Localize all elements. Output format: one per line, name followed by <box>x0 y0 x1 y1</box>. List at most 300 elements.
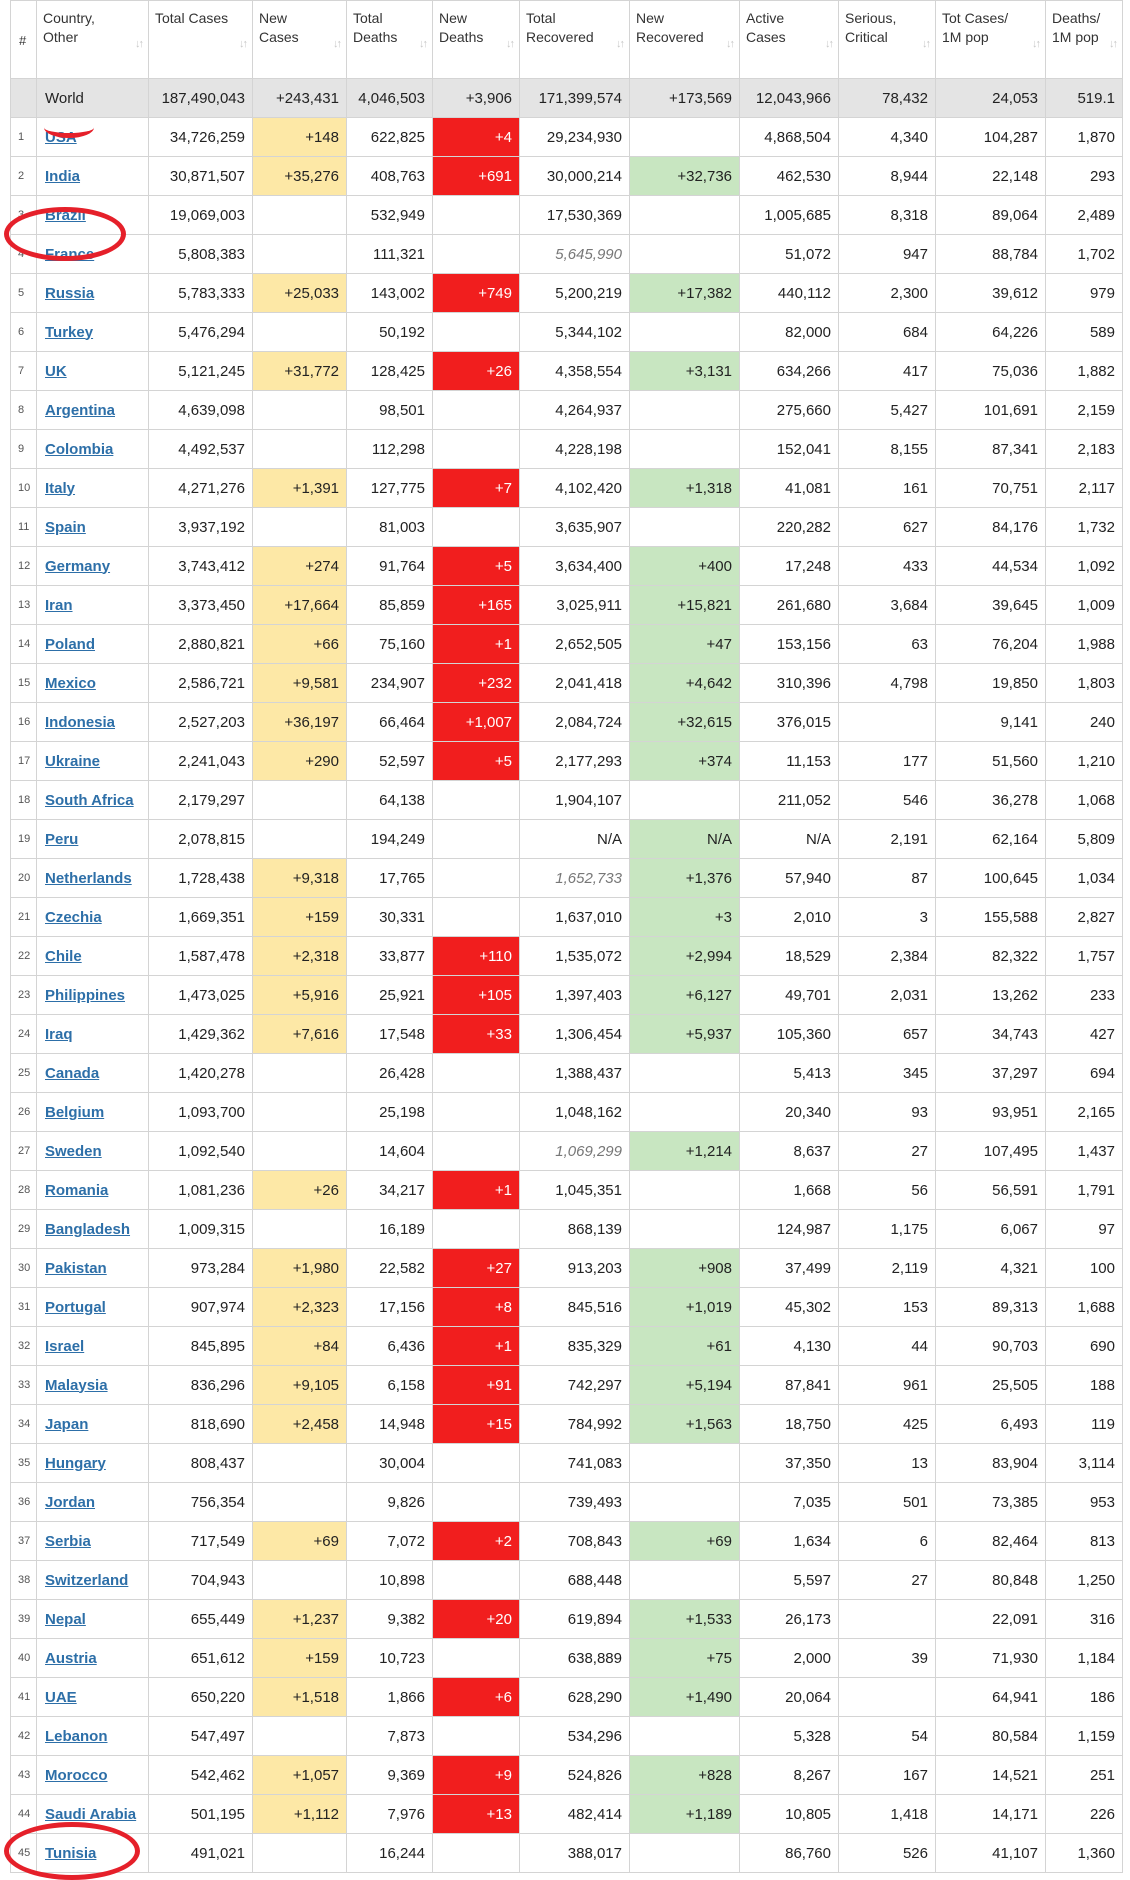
table-row <box>11 1327 1123 1366</box>
cell-country <box>37 1249 149 1288</box>
cell-cases-per-1m: 14,521 <box>936 1756 1046 1795</box>
cell-total-deaths: 64,138 <box>347 781 433 820</box>
table-row <box>11 1522 1123 1561</box>
cell-active-cases: 376,015 <box>740 703 839 742</box>
table-row <box>11 1444 1123 1483</box>
cell-new-deaths: +33 <box>433 1015 520 1054</box>
country-link[interactable]: Serbia <box>45 1532 91 1550</box>
cell-total-deaths: 85,859 <box>347 586 433 625</box>
cell-new-cases: +9,318 <box>253 859 347 898</box>
cell-new-recovered <box>630 118 740 157</box>
country-link[interactable]: Switzerland <box>45 1571 129 1589</box>
cell-active-cases: 440,112 <box>740 274 839 313</box>
country-link[interactable]: Spain <box>45 518 86 536</box>
cell-total-cases: 2,880,821 <box>149 625 253 664</box>
cell-deaths-per-1m: 1,068 <box>1046 781 1123 820</box>
cell-cases-per-1m: 83,904 <box>936 1444 1046 1483</box>
cell-cases-per-1m: 88,784 <box>936 235 1046 274</box>
cell-index: 30 <box>11 1249 37 1288</box>
cell-deaths-per-1m: 1,870 <box>1046 118 1123 157</box>
cell-new-recovered <box>630 781 740 820</box>
cell-country <box>37 469 149 508</box>
country-link[interactable]: Tunisia <box>45 1844 97 1862</box>
cell-active-cases: 37,499 <box>740 1249 839 1288</box>
cell-total-cases: 651,612 <box>149 1639 253 1678</box>
cell-deaths-per-1m: 2,159 <box>1046 391 1123 430</box>
cell-total-deaths: 127,775 <box>347 469 433 508</box>
header-serious-critical[interactable] <box>839 1 936 79</box>
cell-active-cases: 7,035 <box>740 1483 839 1522</box>
table-row <box>11 1600 1123 1639</box>
cell-total-cases: 3,937,192 <box>149 508 253 547</box>
cell-deaths-per-1m: 1,702 <box>1046 235 1123 274</box>
cell-serious-critical: 5,427 <box>839 391 936 430</box>
cell-country <box>37 547 149 586</box>
cell-index: 15 <box>11 664 37 703</box>
cell-cases-per-1m: 75,036 <box>936 352 1046 391</box>
cell-new-cases: +31,772 <box>253 352 347 391</box>
sort-arrows-icon: ↓↑ <box>333 38 340 50</box>
country-link[interactable]: Peru <box>45 830 79 848</box>
country-link[interactable]: Nepal <box>45 1610 86 1628</box>
cell-new-deaths <box>433 1054 520 1093</box>
table-row <box>11 430 1123 469</box>
cell-deaths-per-1m: 1,210 <box>1046 742 1123 781</box>
header-label: New Cases <box>259 10 299 45</box>
cell-cases-per-1m: 76,204 <box>936 625 1046 664</box>
cell-index: 27 <box>11 1132 37 1171</box>
cell-country <box>37 1288 149 1327</box>
cell-deaths-per-1m: 188 <box>1046 1366 1123 1405</box>
cell-deaths-per-1m: 119 <box>1046 1405 1123 1444</box>
cell-total-deaths: 34,217 <box>347 1171 433 1210</box>
country-link[interactable]: Hungary <box>45 1454 106 1472</box>
cell-total-recovered: 4,102,420 <box>520 469 630 508</box>
header-new-deaths[interactable] <box>433 1 520 79</box>
cell-total-cases: 1,473,025 <box>149 976 253 1015</box>
cell-index: 38 <box>11 1561 37 1600</box>
cell-new-recovered <box>630 1561 740 1600</box>
cell-country <box>37 235 149 274</box>
cell-new-deaths <box>433 1093 520 1132</box>
cell-new-cases <box>253 1444 347 1483</box>
header-label: Tot Cases/ 1M pop <box>942 10 1009 45</box>
cell-total-recovered: 388,017 <box>520 1834 630 1873</box>
cell-new-recovered: +32,615 <box>630 703 740 742</box>
country-link[interactable]: Brazil <box>45 206 86 224</box>
country-link[interactable]: USA <box>45 128 77 146</box>
cell-active-cases: 37,350 <box>740 1444 839 1483</box>
cell-serious-critical: 526 <box>839 1834 936 1873</box>
cell-index: 17 <box>11 742 37 781</box>
world-label: World <box>37 79 149 118</box>
cell-deaths-per-1m: 186 <box>1046 1678 1123 1717</box>
cell-deaths-per-1m: 2,183 <box>1046 430 1123 469</box>
cell-new-cases <box>253 196 347 235</box>
cell-index: 16 <box>11 703 37 742</box>
cell-total-recovered: 1,397,403 <box>520 976 630 1015</box>
cell-index: 19 <box>11 820 37 859</box>
cell-new-cases: +36,197 <box>253 703 347 742</box>
cell-new-recovered: N/A <box>630 820 740 859</box>
cell-active-cases: 18,529 <box>740 937 839 976</box>
cell-deaths-per-1m: 1,803 <box>1046 664 1123 703</box>
cell-new-cases: +2,458 <box>253 1405 347 1444</box>
cell-serious-critical: 2,119 <box>839 1249 936 1288</box>
header-label: Serious, Critical <box>845 10 897 45</box>
header-cases-per-1m[interactable] <box>936 1 1046 79</box>
cell-total-recovered: 4,228,198 <box>520 430 630 469</box>
header-label: # <box>19 33 27 48</box>
cell-total-cases: 1,587,478 <box>149 937 253 976</box>
cell-total-deaths: 98,501 <box>347 391 433 430</box>
table-row <box>11 1366 1123 1405</box>
cell-cases-per-1m: 104,287 <box>936 118 1046 157</box>
cell-new-cases: +274 <box>253 547 347 586</box>
cell-deaths-per-1m: 1,092 <box>1046 547 1123 586</box>
cell-deaths-per-1m: 240 <box>1046 703 1123 742</box>
country-link[interactable]: Morocco <box>45 1766 108 1784</box>
cell-cases-per-1m: 37,297 <box>936 1054 1046 1093</box>
world-new-recovered: +173,569 <box>630 79 740 118</box>
cell-total-cases: 34,726,259 <box>149 118 253 157</box>
cell-new-deaths: +20 <box>433 1600 520 1639</box>
cell-total-cases: 491,021 <box>149 1834 253 1873</box>
cell-total-deaths: 6,436 <box>347 1327 433 1366</box>
cell-serious-critical: 546 <box>839 781 936 820</box>
cell-deaths-per-1m: 1,688 <box>1046 1288 1123 1327</box>
cell-country <box>37 1054 149 1093</box>
table-row <box>11 664 1123 703</box>
cell-serious-critical: 13 <box>839 1444 936 1483</box>
country-link[interactable]: Italy <box>45 479 76 497</box>
country-link[interactable]: Czechia <box>45 908 102 926</box>
header-label: Country, Other <box>43 10 95 45</box>
cell-new-cases <box>253 820 347 859</box>
cell-country <box>37 1483 149 1522</box>
header-total-deaths[interactable] <box>347 1 433 79</box>
cell-active-cases: 51,072 <box>740 235 839 274</box>
country-link[interactable]: Malaysia <box>45 1376 108 1394</box>
cell-new-recovered: +75 <box>630 1639 740 1678</box>
cell-serious-critical: 87 <box>839 859 936 898</box>
header-new-recovered[interactable] <box>630 1 740 79</box>
cell-total-recovered: 3,634,400 <box>520 547 630 586</box>
cell-new-recovered: +32,736 <box>630 157 740 196</box>
cell-total-recovered: 784,992 <box>520 1405 630 1444</box>
cell-total-recovered: 741,083 <box>520 1444 630 1483</box>
cell-cases-per-1m: 14,171 <box>936 1795 1046 1834</box>
cell-total-recovered: N/A <box>520 820 630 859</box>
header-label: Total Cases <box>155 10 229 26</box>
cell-new-cases: +35,276 <box>253 157 347 196</box>
country-link[interactable]: Russia <box>45 284 95 302</box>
cell-new-deaths: +749 <box>433 274 520 313</box>
country-link[interactable]: South Africa <box>45 791 134 809</box>
cell-new-deaths: +165 <box>433 586 520 625</box>
cell-new-cases: +25,033 <box>253 274 347 313</box>
cell-total-cases: 756,354 <box>149 1483 253 1522</box>
cell-new-recovered <box>630 1444 740 1483</box>
cell-new-deaths <box>433 781 520 820</box>
cell-new-recovered: +3 <box>630 898 740 937</box>
cell-country <box>37 391 149 430</box>
country-link[interactable]: Ukraine <box>45 752 101 770</box>
cell-total-cases: 4,492,537 <box>149 430 253 469</box>
cell-deaths-per-1m: 589 <box>1046 313 1123 352</box>
cell-total-cases: 2,241,043 <box>149 742 253 781</box>
header-label: New Recovered <box>636 10 704 45</box>
cell-serious-critical: 56 <box>839 1171 936 1210</box>
header-index[interactable] <box>11 1 37 79</box>
header-new-cases[interactable] <box>253 1 347 79</box>
cell-new-recovered: +69 <box>630 1522 740 1561</box>
country-link[interactable]: Saudi Arabia <box>45 1805 137 1823</box>
cell-total-deaths: 16,244 <box>347 1834 433 1873</box>
table-row <box>11 586 1123 625</box>
cell-total-recovered: 1,535,072 <box>520 937 630 976</box>
cell-total-recovered: 708,843 <box>520 1522 630 1561</box>
cell-total-deaths: 17,156 <box>347 1288 433 1327</box>
cell-new-recovered <box>630 1171 740 1210</box>
table-row <box>11 1795 1123 1834</box>
table-row <box>11 1834 1123 1873</box>
cell-deaths-per-1m: 100 <box>1046 1249 1123 1288</box>
country-link[interactable]: Belgium <box>45 1103 105 1121</box>
cell-cases-per-1m: 71,930 <box>936 1639 1046 1678</box>
cell-new-cases <box>253 508 347 547</box>
cell-total-deaths: 111,321 <box>347 235 433 274</box>
country-link[interactable]: Chile <box>45 947 82 965</box>
cell-active-cases: 275,660 <box>740 391 839 430</box>
cell-cases-per-1m: 155,588 <box>936 898 1046 937</box>
cell-active-cases: 86,760 <box>740 1834 839 1873</box>
cell-total-recovered: 835,329 <box>520 1327 630 1366</box>
country-link[interactable]: Canada <box>45 1064 100 1082</box>
country-link[interactable]: Mexico <box>45 674 96 692</box>
table-row <box>11 196 1123 235</box>
cell-total-cases: 1,669,351 <box>149 898 253 937</box>
cell-new-deaths <box>433 508 520 547</box>
cell-serious-critical: 1,418 <box>839 1795 936 1834</box>
country-link[interactable]: Colombia <box>45 440 114 458</box>
cell-active-cases: 462,530 <box>740 157 839 196</box>
country-link[interactable]: UK <box>45 362 67 380</box>
country-link[interactable]: Japan <box>45 1415 89 1433</box>
cell-total-cases: 650,220 <box>149 1678 253 1717</box>
cell-total-deaths: 33,877 <box>347 937 433 976</box>
header-total-recovered[interactable] <box>520 1 630 79</box>
country-link[interactable]: Austria <box>45 1649 97 1667</box>
cell-total-cases: 808,437 <box>149 1444 253 1483</box>
cell-total-cases: 4,639,098 <box>149 391 253 430</box>
table-row <box>11 118 1123 157</box>
cell-country <box>37 1366 149 1405</box>
cell-total-recovered: 1,388,437 <box>520 1054 630 1093</box>
table-row <box>11 1093 1123 1132</box>
cell-index: 13 <box>11 586 37 625</box>
cell-index: 40 <box>11 1639 37 1678</box>
cell-serious-critical: 425 <box>839 1405 936 1444</box>
cell-active-cases: 310,396 <box>740 664 839 703</box>
cell-total-cases: 3,373,450 <box>149 586 253 625</box>
table-row <box>11 235 1123 274</box>
table-row <box>11 1132 1123 1171</box>
country-link[interactable]: Portugal <box>45 1298 106 1316</box>
cell-active-cases: 1,634 <box>740 1522 839 1561</box>
cell-active-cases: 49,701 <box>740 976 839 1015</box>
cell-total-cases: 1,081,236 <box>149 1171 253 1210</box>
cell-new-deaths: +2 <box>433 1522 520 1561</box>
cell-country <box>37 1171 149 1210</box>
country-link[interactable]: Iran <box>45 596 73 614</box>
cell-total-cases: 30,871,507 <box>149 157 253 196</box>
cell-index: 9 <box>11 430 37 469</box>
cell-new-recovered: +2,994 <box>630 937 740 976</box>
cell-new-cases: +1,112 <box>253 1795 347 1834</box>
cell-active-cases: 634,266 <box>740 352 839 391</box>
cell-deaths-per-1m: 694 <box>1046 1054 1123 1093</box>
cell-new-deaths: +7 <box>433 469 520 508</box>
cell-total-cases: 2,179,297 <box>149 781 253 820</box>
cell-deaths-per-1m: 2,489 <box>1046 196 1123 235</box>
cell-total-recovered: 628,290 <box>520 1678 630 1717</box>
cell-index: 36 <box>11 1483 37 1522</box>
table-row <box>11 391 1123 430</box>
cell-total-deaths: 128,425 <box>347 352 433 391</box>
cell-deaths-per-1m: 953 <box>1046 1483 1123 1522</box>
country-link[interactable]: Jordan <box>45 1493 96 1511</box>
cell-new-cases <box>253 1561 347 1600</box>
cell-total-deaths: 14,604 <box>347 1132 433 1171</box>
cell-total-cases: 501,195 <box>149 1795 253 1834</box>
cell-total-cases: 1,420,278 <box>149 1054 253 1093</box>
table-row <box>11 313 1123 352</box>
cell-index: 42 <box>11 1717 37 1756</box>
table-row <box>11 1756 1123 1795</box>
cell-total-recovered: 2,652,505 <box>520 625 630 664</box>
country-link[interactable]: Pakistan <box>45 1259 107 1277</box>
cell-serious-critical: 684 <box>839 313 936 352</box>
header-total-cases[interactable] <box>149 1 253 79</box>
cell-country <box>37 664 149 703</box>
cell-total-recovered: 4,358,554 <box>520 352 630 391</box>
cell-new-recovered <box>630 1210 740 1249</box>
cell-total-recovered: 4,264,937 <box>520 391 630 430</box>
cell-total-cases: 5,476,294 <box>149 313 253 352</box>
cell-total-deaths: 112,298 <box>347 430 433 469</box>
cell-total-deaths: 30,004 <box>347 1444 433 1483</box>
cell-new-cases <box>253 1834 347 1873</box>
cell-total-recovered: 534,296 <box>520 1717 630 1756</box>
country-link[interactable]: Philippines <box>45 986 126 1004</box>
country-link[interactable]: Germany <box>45 557 111 575</box>
header-deaths-per-1m[interactable] <box>1046 1 1123 79</box>
cell-total-recovered: 2,084,724 <box>520 703 630 742</box>
cell-new-recovered: +1,533 <box>630 1600 740 1639</box>
cell-new-cases <box>253 1093 347 1132</box>
country-link[interactable]: Turkey <box>45 323 94 341</box>
country-link[interactable]: Iraq <box>45 1025 73 1043</box>
cell-total-deaths: 9,369 <box>347 1756 433 1795</box>
cell-active-cases: 4,868,504 <box>740 118 839 157</box>
country-link[interactable]: France <box>45 245 95 263</box>
cell-new-cases <box>253 1210 347 1249</box>
cell-new-cases: +69 <box>253 1522 347 1561</box>
cell-index: 39 <box>11 1600 37 1639</box>
cell-total-deaths: 10,723 <box>347 1639 433 1678</box>
country-link[interactable]: Netherlands <box>45 869 132 887</box>
cell-active-cases: 8,267 <box>740 1756 839 1795</box>
cell-index: 41 <box>11 1678 37 1717</box>
cell-deaths-per-1m: 2,117 <box>1046 469 1123 508</box>
header-active-cases[interactable] <box>740 1 839 79</box>
cell-total-recovered: 2,041,418 <box>520 664 630 703</box>
cell-serious-critical: 4,798 <box>839 664 936 703</box>
cell-new-recovered <box>630 1483 740 1522</box>
cell-country <box>37 157 149 196</box>
country-link[interactable]: Bangladesh <box>45 1220 131 1238</box>
country-link[interactable]: Argentina <box>45 401 116 419</box>
cell-new-cases <box>253 235 347 274</box>
cell-cases-per-1m: 22,148 <box>936 157 1046 196</box>
cell-total-recovered: 913,203 <box>520 1249 630 1288</box>
cell-new-recovered <box>630 1717 740 1756</box>
cell-new-recovered <box>630 235 740 274</box>
cell-cases-per-1m: 39,612 <box>936 274 1046 313</box>
cell-country <box>37 1093 149 1132</box>
cell-total-cases: 818,690 <box>149 1405 253 1444</box>
country-link[interactable]: Poland <box>45 635 96 653</box>
cell-new-deaths: +1 <box>433 1171 520 1210</box>
cell-total-deaths: 22,582 <box>347 1249 433 1288</box>
country-link[interactable]: UAE <box>45 1688 77 1706</box>
country-link[interactable]: Israel <box>45 1337 85 1355</box>
table-row <box>11 547 1123 586</box>
cell-index: 18 <box>11 781 37 820</box>
cell-total-deaths: 7,976 <box>347 1795 433 1834</box>
cell-total-recovered: 868,139 <box>520 1210 630 1249</box>
cell-cases-per-1m: 73,385 <box>936 1483 1046 1522</box>
cell-deaths-per-1m: 1,184 <box>1046 1639 1123 1678</box>
country-link[interactable]: India <box>45 167 81 185</box>
cell-country <box>37 508 149 547</box>
cell-total-cases: 717,549 <box>149 1522 253 1561</box>
cell-new-cases: +1,391 <box>253 469 347 508</box>
cell-total-deaths: 26,428 <box>347 1054 433 1093</box>
cell-country <box>37 976 149 1015</box>
cell-cases-per-1m: 39,645 <box>936 586 1046 625</box>
cell-cases-per-1m: 36,278 <box>936 781 1046 820</box>
cell-active-cases: N/A <box>740 820 839 859</box>
cell-total-deaths: 81,003 <box>347 508 433 547</box>
cell-cases-per-1m: 6,067 <box>936 1210 1046 1249</box>
country-link[interactable]: Sweden <box>45 1142 102 1160</box>
cell-new-deaths: +5 <box>433 742 520 781</box>
cell-cases-per-1m: 90,703 <box>936 1327 1046 1366</box>
cell-total-deaths: 622,825 <box>347 118 433 157</box>
cell-serious-critical: 501 <box>839 1483 936 1522</box>
cell-total-deaths: 17,548 <box>347 1015 433 1054</box>
country-link[interactable]: Indonesia <box>45 713 116 731</box>
cell-total-deaths: 25,198 <box>347 1093 433 1132</box>
country-link[interactable]: Romania <box>45 1181 109 1199</box>
table-row <box>11 859 1123 898</box>
cell-total-deaths: 6,158 <box>347 1366 433 1405</box>
header-country[interactable] <box>37 1 149 79</box>
country-link[interactable]: Lebanon <box>45 1727 108 1745</box>
cell-country <box>37 1444 149 1483</box>
